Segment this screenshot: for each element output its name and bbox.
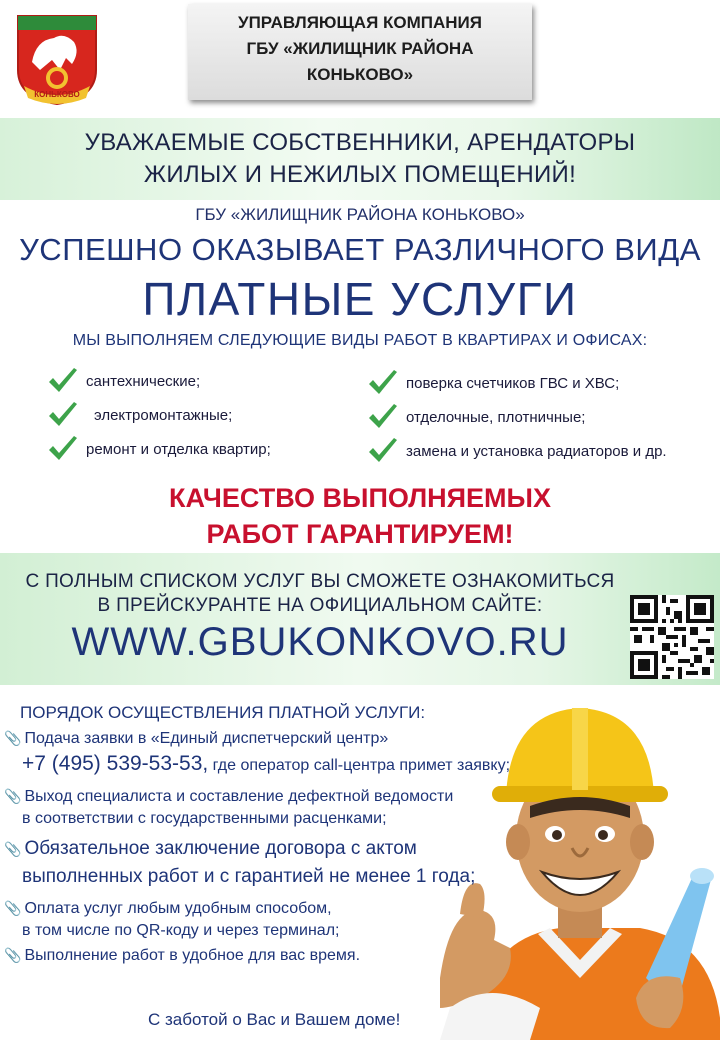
logo-text: КОНЬКОВО [34,90,80,99]
qr-code[interactable] [630,595,714,679]
company-line-2: ГБУ «ЖИЛИЩНИК РАЙОНА [246,39,474,58]
checkmark-icon [46,366,80,396]
company-title-box [188,4,532,100]
paperclip-icon: 📎 [4,730,22,746]
step-text: Оплата услуг любым удобным способом, [24,900,332,917]
step-text: Подача заявки в «Единый диспетчерский центр» [24,730,389,747]
step-text: Обязательное заключение договора с актом [24,838,417,859]
service-label: замена и установка радиаторов и др. [406,442,667,460]
service-item [366,368,619,398]
procedure-step-continuation: в соответствии с государственными расценками; [22,810,387,827]
service-item [366,402,585,432]
district-logo [14,12,100,106]
procedure-step-continuation: выполненных работ и с гарантией не менее 1 года; [22,866,476,887]
paperclip-icon: 📎 [4,900,22,916]
phone-note: где оператор call-центра примет заявку; [208,757,511,774]
service-label: электромонтажные; [94,406,233,424]
quality-guarantee [0,480,720,552]
service-label: поверка счетчиков ГВС и ХВС; [406,374,620,392]
work-types-heading: МЫ ВЫПОЛНЯЕМ СЛЕДУЮЩИЕ ВИДЫ РАБОТ В КВАРТИРАХ И ОФИСАХ: [72,332,648,349]
greeting-band [0,118,720,200]
paperclip-icon: 📎 [4,947,22,963]
dispatcher-phone[interactable]: +7 (495) 539-53-53, [22,752,209,775]
greeting-line-1: УВАЖАЕМЫЕ СОБСТВЕННИКИ, АРЕНДАТОРЫ [84,129,636,156]
procedure-step [4,836,417,862]
step-text: Выход специалиста и составление дефектной ведомости [24,788,454,805]
quality-line-2: РАБОТ ГАРАНТИРУЕМ! [206,519,514,549]
checkmark-icon [46,400,80,430]
service-label: отделочные, плотничные; [406,408,586,426]
org-name: ГБУ «ЖИЛИЩНИК РАЙОНА КОНЬКОВО» [195,205,525,224]
service-item [366,436,667,466]
step-text: Выполнение работ в удобное для вас время. [24,947,361,964]
paperclip-icon: 📎 [4,788,22,804]
service-item [46,366,200,396]
service-label: ремонт и отделка квартир; [86,440,271,458]
closing-slogan: С заботой о Вас и Вашем доме! [148,1010,401,1029]
procedure-step [4,785,453,808]
greeting-line-2: ЖИЛЫХ И НЕЖИЛЫХ ПОМЕЩЕНИЙ! [143,161,577,188]
procedure-step [4,897,332,920]
service-item [46,434,271,464]
checkmark-icon [366,368,400,398]
checkmark-icon [46,434,80,464]
service-item [46,400,232,430]
company-line-3: КОНЬКОВО» [306,65,414,84]
procedure-title: ПОРЯДОК ОСУЩЕСТВЛЕНИЯ ПЛАТНОЙ УСЛУГИ: [20,703,426,722]
pricelist-line-1: С ПОЛНЫМ СПИСКОМ УСЛУГ ВЫ СМОЖЕТЕ ОЗНАКОМИТЬСЯ [25,571,615,592]
paid-services-heading: ПЛАТНЫЕ УСЛУГИ [142,273,578,325]
checkmark-icon [366,402,400,432]
procedure-step-phone [22,753,510,777]
quality-line-1: КАЧЕСТВО ВЫПОЛНЯЕМЫХ [168,483,551,513]
service-label: сантехнические; [86,372,201,390]
procedure-step [4,944,360,967]
procedure-step-continuation: в том числе по QR-коду и через терминал; [22,922,340,939]
worker-illustration [440,678,720,1040]
company-line-1: УПРАВЛЯЮЩАЯ КОМПАНИЯ [238,13,482,32]
checkmark-icon [366,436,400,466]
paperclip-icon: 📎 [4,841,22,857]
pricelist-text [0,570,640,618]
success-heading: УСПЕШНО ОКАЗЫВАЕТ РАЗЛИЧНОГО ВИДА [19,232,701,267]
website-link[interactable]: WWW.GBUKONKOVO.RU [71,620,569,664]
pricelist-line-2: В ПРЕЙСКУРАНТЕ НА ОФИЦИАЛЬНОМ САЙТЕ: [97,595,543,616]
procedure-step [4,727,388,750]
